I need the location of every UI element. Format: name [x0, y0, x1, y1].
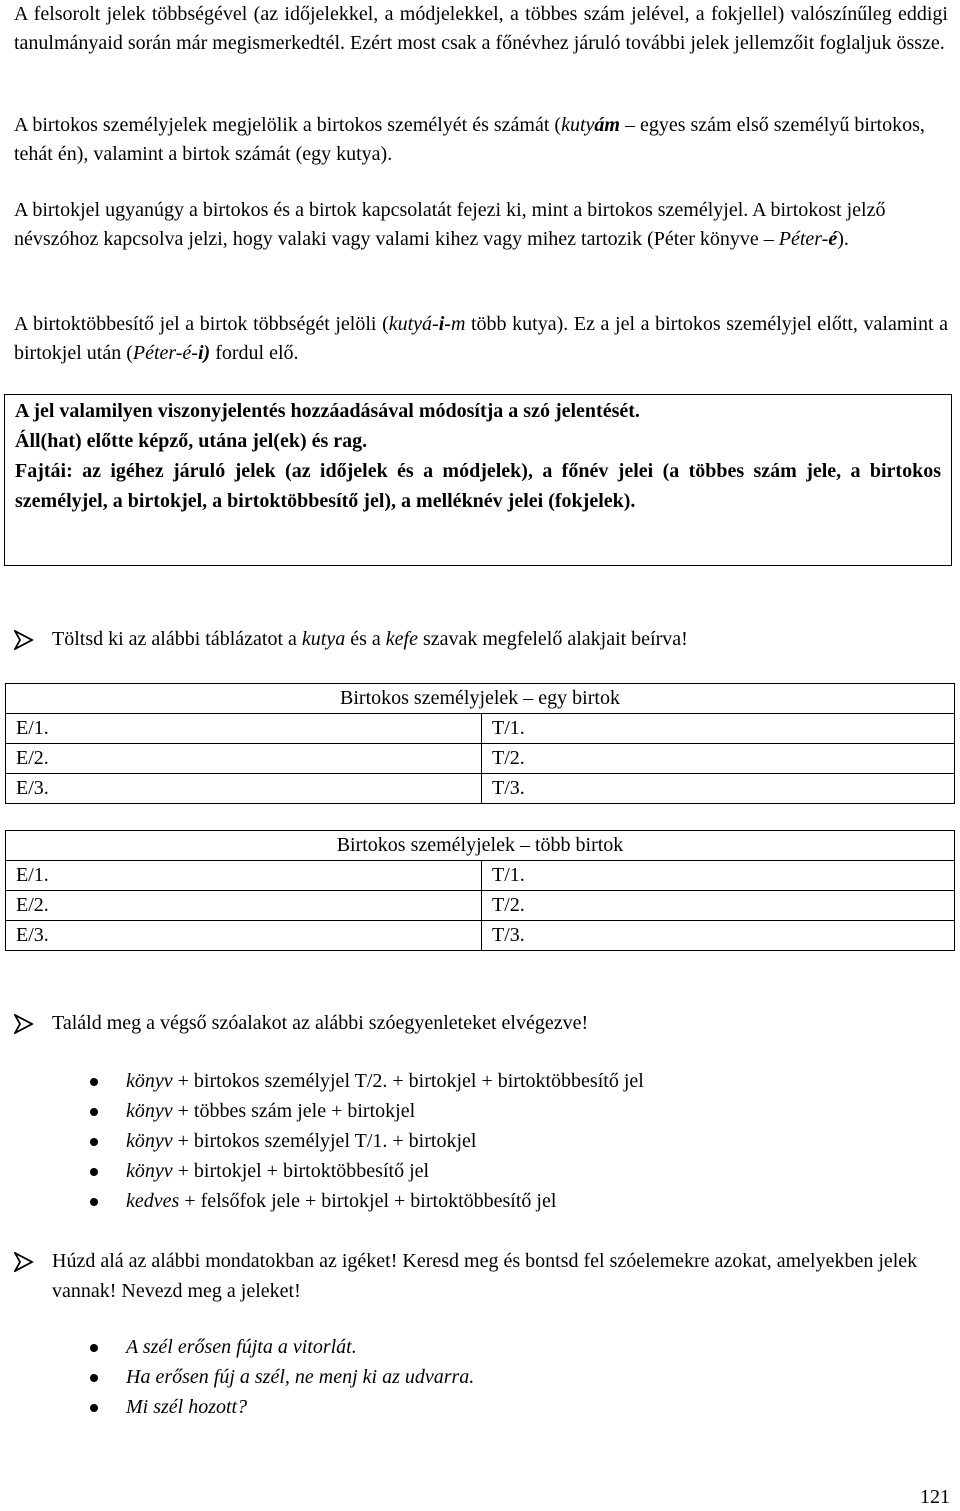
task-2: [14, 1008, 948, 1038]
table-cell[interactable]: E/3.: [6, 921, 482, 951]
task1-text-b: és a: [345, 628, 386, 650]
list-item: [90, 1392, 474, 1422]
list-item: [90, 1156, 644, 1186]
table-cell[interactable]: T/2.: [482, 744, 955, 774]
table-cell[interactable]: T/1.: [482, 861, 955, 891]
arrowhead-bullet-icon: [14, 1246, 44, 1281]
arrowhead-bullet-icon: [14, 624, 44, 659]
equation-rest: + többes szám jele + birtokjel: [172, 1100, 416, 1122]
table-cell[interactable]: E/1.: [6, 714, 482, 744]
p2-text-a: A birtokos személyjelek megjelölik a birtokos személyét és számát (: [14, 114, 562, 136]
list-item: [90, 1096, 644, 1126]
intro-paragraph-4: [14, 310, 948, 368]
table-row: [6, 744, 955, 774]
p4-text-a: A birtoktöbbesítő jel a birtok többségét jelöli (: [14, 313, 389, 335]
p4-text-b: több kutya). Ez a jel a birtokos személyjel előtt, valamint a birtokjel után (: [14, 313, 949, 364]
p4-text-c: fordul elő.: [210, 342, 299, 364]
task2-text: Találd meg a végső szóalakot az alábbi szóegyenleteket elvégezve!: [52, 1012, 589, 1034]
table-cell[interactable]: T/3.: [482, 921, 955, 951]
list-item: [90, 1066, 644, 1096]
p4-m: -m: [444, 313, 466, 335]
list-item: [90, 1362, 474, 1392]
sentence-text: A szél erősen fújta a vitorlát.: [126, 1336, 357, 1358]
table-row: [6, 921, 955, 951]
table-cell[interactable]: T/1.: [482, 714, 955, 744]
p3-e: é: [828, 228, 838, 250]
equation-word: könyv: [126, 1160, 173, 1182]
intro-paragraph-1: A felsorolt jelek többségével (az időjelekkel, a módjelekkel, a többes szám jelével, a fokjellel) valószínűleg eddigi tanulmányaid során már megismerkedtél. Ezért most csak a főnévhez járuló további jelek jellemzőit foglaljuk össze.: [14, 3, 948, 54]
page-number: 121: [920, 1486, 950, 1508]
p4-i2: i): [197, 342, 211, 364]
summary-line-3: Fajtái: az igéhez járuló jelek (az időjelek és a módjelek), a főnév jelei (a többes szám jele, a birtokos személyjel, a birtokjel, a birtoktöbbesítő jel), a melléknév jelei (fokjelek).: [15, 460, 941, 512]
summary-box: [4, 394, 952, 566]
summary-line-2: Áll(hat) előtte képző, utána jel(ek) és rag.: [15, 430, 368, 452]
list-item: [90, 1186, 644, 1216]
intro-paragraph-3: [14, 196, 948, 254]
equation-rest: + birtokos személyjel T/2. + birtokjel + birtoktöbbesítő jel: [172, 1070, 644, 1092]
table-row: [6, 774, 955, 804]
task1-text-a: Töltsd ki az alábbi táblázatot a: [52, 628, 302, 650]
table-multiple-possessions: [5, 830, 955, 951]
equation-word: könyv: [126, 1130, 173, 1152]
p3-peter: Péter-: [778, 228, 829, 250]
intro-paragraph-2: [14, 111, 948, 169]
equation-rest: + birtokos személyjel T/1. + birtokjel: [172, 1130, 477, 1152]
task1-text-c: szavak megfelelő alakjait beírva!: [417, 628, 688, 650]
arrowhead-bullet-icon: [14, 1008, 44, 1043]
table-one-possession: [5, 683, 955, 804]
equation-word: könyv: [126, 1070, 173, 1092]
equation-rest: + felsőfok jele + birtokjel + birtoktöbbesítő jel: [179, 1190, 557, 1212]
p4-i: i: [438, 313, 445, 335]
table-cell[interactable]: E/2.: [6, 891, 482, 921]
table-cell[interactable]: E/2.: [6, 744, 482, 774]
task-1: [14, 624, 948, 654]
table2-title: Birtokos személyjelek – több birtok: [6, 831, 955, 861]
p4-petere: Péter-é-: [132, 342, 198, 364]
task1-kefe: kefe: [385, 628, 418, 650]
table-cell[interactable]: E/3.: [6, 774, 482, 804]
p2-am: ám: [594, 114, 620, 136]
p4-kutya: kutyá-: [388, 313, 439, 335]
sentence-list: [90, 1332, 474, 1422]
table-row: [6, 714, 955, 744]
table-row: [6, 861, 955, 891]
table-cell[interactable]: E/1.: [6, 861, 482, 891]
p2-kuty: kuty: [561, 114, 595, 136]
list-item: [90, 1126, 644, 1156]
table-cell[interactable]: T/3.: [482, 774, 955, 804]
task1-kutya: kutya: [301, 628, 346, 650]
task-3: [14, 1246, 948, 1306]
list-item: [90, 1332, 474, 1362]
table-cell[interactable]: T/2.: [482, 891, 955, 921]
table1-title: Birtokos személyjelek – egy birtok: [6, 684, 955, 714]
table-row: [6, 891, 955, 921]
equation-list: [90, 1066, 644, 1216]
p3-text-b: ).: [837, 228, 849, 250]
equation-rest: + birtokjel + birtoktöbbesítő jel: [172, 1160, 430, 1182]
equation-word: kedves: [126, 1190, 180, 1212]
task3-text: Húzd alá az alábbi mondatokban az igéket! Keresd meg és bontsd fel szóelemekre azokat, amelyekben jelek vannak! Nevezd meg a jeleket!: [52, 1250, 918, 1302]
sentence-text: Mi szél hozott?: [126, 1396, 248, 1418]
summary-line-1: A jel valamilyen viszonyjelentés hozzáadásával módosítja a szó jelentését.: [15, 400, 640, 422]
sentence-text: Ha erősen fúj a szél, ne menj ki az udvarra.: [126, 1366, 475, 1388]
p3-text-a: A birtokjel ugyanúgy a birtokos és a birtok kapcsolatát fejezi ki, mint a birtokos személyjel. A birtokost jelző névszóhoz kapcsolva jelzi, hogy valaki vagy valami kihez vagy mihez tartozik (Péter könyve –: [14, 199, 886, 250]
p2-text-b: – egyes szám első személyű birtokos, tehát én), valamint a birtok számát (egy kutya).: [14, 114, 925, 165]
equation-word: könyv: [126, 1100, 173, 1122]
